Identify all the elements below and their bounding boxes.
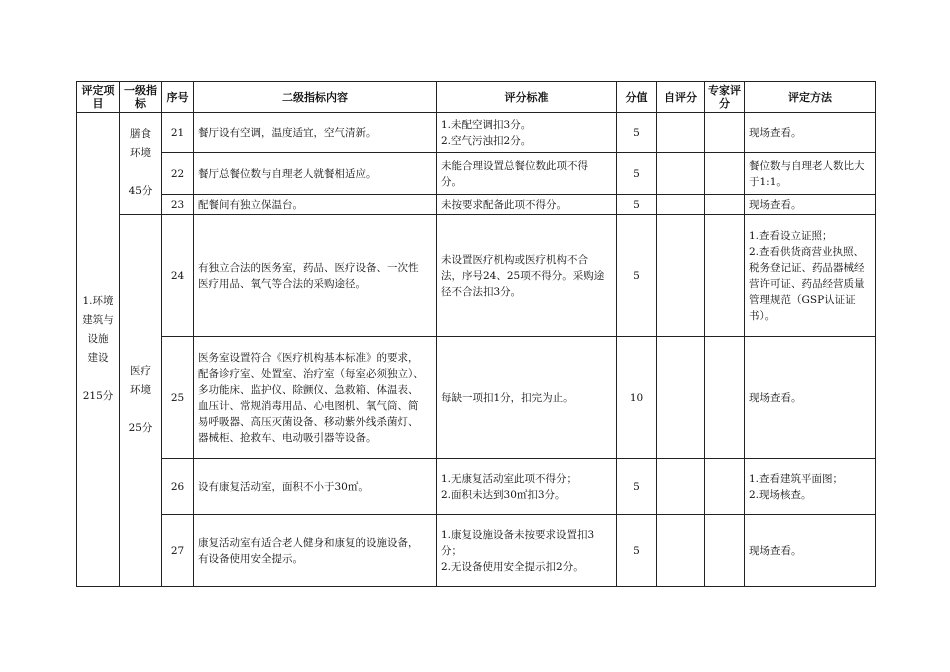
method-cell: 1.查看设立证照； 2.查看供货商营业执照、 税务登记证、药品器械经 营许可证、药品经营质量 管理规范（GSP认证证 书）。 [745, 215, 876, 337]
subcategory-cell [120, 215, 162, 587]
self-score-cell[interactable] [657, 515, 705, 587]
standard-cell: 每缺一项扣1分，扣完为止。 [437, 337, 617, 459]
serial-number: 21 [162, 113, 194, 153]
score-value: 5 [617, 153, 657, 195]
expert-score-cell[interactable] [705, 113, 745, 153]
subcategory-line: 医疗 [130, 364, 151, 377]
content-cell: 康复活动室有适合老人健身和康复的设施设备， 有设备使用安全提示。 [194, 515, 437, 587]
method-cell: 现场查看。 [745, 113, 876, 153]
standard-cell: 1.无康复活动室此项不得分； 2.面积未达到30㎡扣3分。 [437, 459, 617, 515]
header-evaluation-item: 评定项目 [77, 82, 120, 113]
expert-score-cell[interactable] [705, 459, 745, 515]
self-score-cell[interactable] [657, 153, 705, 195]
content-cell: 有独立合法的医务室，药品、医疗设备、一次性 医疗用品、氧气等合法的采购途径。 [194, 215, 437, 337]
standard-cell: 未能合理设置总餐位数此项不得 分。 [437, 153, 617, 195]
subcategory-score: 45分 [128, 184, 153, 197]
score-value: 5 [617, 515, 657, 587]
subcategory-line: 环境 [130, 383, 151, 396]
method-cell: 现场查看。 [745, 195, 876, 215]
category-cell [77, 113, 120, 587]
subcategory-line: 膳食 [130, 127, 151, 140]
method-cell: 1.查看建筑平面图； 2.现场核查。 [745, 459, 876, 515]
header-first-level-indicator: 一级指标 [120, 82, 162, 113]
subcategory-score: 25分 [128, 421, 153, 434]
self-score-cell[interactable] [657, 195, 705, 215]
category-score: 215分 [82, 389, 114, 402]
header-self-score: 自评分 [657, 82, 705, 113]
evaluation-table [76, 81, 876, 587]
self-score-cell[interactable] [657, 215, 705, 337]
table-row [77, 459, 876, 515]
standard-cell: 未按要求配备此项不得分。 [437, 195, 617, 215]
content-cell: 餐厅设有空调，温度适宜，空气清新。 [194, 113, 437, 153]
expert-score-cell[interactable] [705, 215, 745, 337]
expert-score-cell[interactable] [705, 337, 745, 459]
serial-number: 25 [162, 337, 194, 459]
score-value: 5 [617, 195, 657, 215]
self-score-cell[interactable] [657, 337, 705, 459]
serial-number: 26 [162, 459, 194, 515]
subcategory-cell [120, 113, 162, 215]
score-value: 5 [617, 113, 657, 153]
self-score-cell[interactable] [657, 459, 705, 515]
score-value: 5 [617, 215, 657, 337]
serial-number: 23 [162, 195, 194, 215]
table-row [77, 195, 876, 215]
self-score-cell[interactable] [657, 113, 705, 153]
content-cell: 配餐间有独立保温台。 [194, 195, 437, 215]
standard-cell: 1.康复设施设备未按要求设置扣3 分； 2.无设备使用安全提示扣2分。 [437, 515, 617, 587]
score-value: 10 [617, 337, 657, 459]
expert-score-cell[interactable] [705, 153, 745, 195]
table-row [77, 215, 876, 337]
category-line: 1.环境 [82, 294, 114, 307]
expert-score-cell[interactable] [705, 195, 745, 215]
score-value: 5 [617, 459, 657, 515]
table-row [77, 337, 876, 459]
method-cell: 餐位数与自理老人数比大 于1:1。 [745, 153, 876, 195]
header-second-level-content: 二级指标内容 [194, 82, 437, 113]
method-cell: 现场查看。 [745, 337, 876, 459]
header-row [77, 82, 876, 113]
standard-cell: 1.未配空调扣3分。 2.空气污浊扣2分。 [437, 113, 617, 153]
category-line: 设施 [87, 332, 109, 345]
header-expert-score: 专家评分 [705, 82, 745, 113]
header-score-value: 分值 [617, 82, 657, 113]
serial-number: 27 [162, 515, 194, 587]
subcategory-line: 环境 [130, 146, 151, 159]
standard-cell: 未设置医疗机构或医疗机构不合 法，序号24、25项不得分。采购途 径不合法扣3分。 [437, 215, 617, 337]
header-scoring-standard: 评分标准 [437, 82, 617, 113]
method-cell: 现场查看。 [745, 515, 876, 587]
expert-score-cell[interactable] [705, 515, 745, 587]
header-serial-number: 序号 [162, 82, 194, 113]
serial-number: 24 [162, 215, 194, 337]
category-line: 建设 [87, 351, 109, 364]
header-evaluation-method: 评定方法 [745, 82, 876, 113]
content-cell: 设有康复活动室，面积不小于30㎡。 [194, 459, 437, 515]
content-cell: 餐厅总餐位数与自理老人就餐相适应。 [194, 153, 437, 195]
serial-number: 22 [162, 153, 194, 195]
content-cell: 医务室设置符合《医疗机构基本标准》的要求， 配备诊疗室、处置室、治疗室（每室必须独立）、 多功能床、监护仪、除颤仪、急救箱、体温表、 血压计、常规消毒用品、心电图机、氧气筒、简 易呼吸器、高压灭菌设备、移动紫外线杀菌灯、 器械柜、抢救车、电动吸引器等设备。 [194, 337, 437, 459]
category-line: 建筑与 [82, 313, 114, 326]
table-row [77, 113, 876, 153]
table-row [77, 153, 876, 195]
table-row [77, 515, 876, 587]
